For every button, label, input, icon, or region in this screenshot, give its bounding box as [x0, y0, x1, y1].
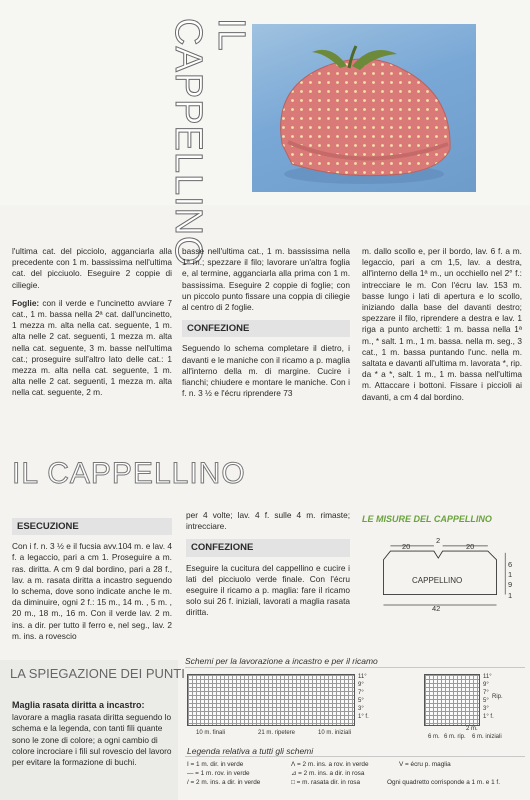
measure-top-left: 20	[402, 542, 411, 551]
row-label: 7°	[483, 690, 489, 696]
row-label: 9°	[358, 682, 364, 688]
spiegazione-body	[12, 700, 174, 768]
rip-label: Rip.	[492, 694, 503, 700]
measure-label: CAPPELLINO	[412, 576, 463, 585]
spiegazione-title: LA SPIEGAZIONE DEI PUNTI	[10, 666, 185, 681]
row-label: 5°	[358, 698, 364, 704]
row-label: 1° f.	[358, 714, 369, 720]
text-column-1	[12, 246, 172, 406]
paragraph: per 4 volte; lav. 4 f. sulle 4 m. rimaste; intrecciare.	[186, 510, 350, 532]
row-label: 3°	[483, 706, 489, 712]
row-label: 3°	[358, 706, 364, 712]
text-column-2	[182, 246, 350, 406]
paragraph-foglie	[12, 298, 172, 399]
legend-note: Ogni quadretto corrisponde a 1 m. e 1 f.	[387, 779, 500, 786]
divider	[185, 756, 525, 757]
row-label: 11°	[483, 674, 492, 680]
bottom-label: 10 m. finali	[196, 730, 226, 736]
paragraph: Con i f. n. 3 ½ e il fucsia avv.104 m. e lav. 4 f. a legaccio, pari a cm 1. Proseguire a m. ras. diritta. A cm 9 dal bordino, pari a 28 f., lav. a m. rasata diritta a incastro seguendo lo schema, dove sono indicate anche le m. da diminuire, ogni 2 f.: 15 m., 14 m. , 5 m. , 20 m., 18 m., 16 m. Con il verde lav. 2 m. ins. a dir. per tutto il ferro e, nel seg., lav. 2 m. ins. a rovescio	[12, 541, 172, 641]
row-label: 7°	[358, 690, 364, 696]
paragraph: m. dallo scollo e, per il bordo, lav. 6 f. a m. legaccio, pari a cm 1,5, lav. a destra, all'interno della 1ª m., un occhiello nel 2° f.: intrecciare le m. Con l'écru lav. 153 m. basse lungo i lati di apertura e lo scollo, iniziando dalla base del davanti destro; spezzare il filo, riprendere a destra e lav. 1 riga a punto archetti: 1 m. bassa nella 1ª m., * salt. 1 m., 1 m. bassa. nella m. seg., 3 cat., 1 m. bassa puntando l'unc. nella m. saltata e davanti all'ultima m. lavorata *, rip. da * a *, salt. 1 m., 1 m. bassa nell'ultima m. Attaccare i bottoni. Fissare i piccioli ai davanti, a cm 4 dal bordino.	[362, 246, 522, 402]
legend-item: / = 2 m. ins. a dir. in verde	[187, 779, 261, 786]
right-bottom-label: 6 m.	[428, 734, 440, 740]
legend-item: — = 1 m. rov. in verde	[187, 770, 250, 777]
legend-title: Legenda relativa a tutti gli schemi	[187, 746, 314, 756]
divider	[185, 667, 525, 668]
legend-item: □ = m. rasata dir. in rosa	[291, 779, 361, 786]
measure-top-mid: 2	[436, 536, 441, 545]
hat-illustration	[252, 24, 476, 192]
section-heading: ESECUZIONE	[12, 518, 172, 535]
schemi-title: Schemi per la lavorazione a incastro e per il ricamo	[185, 656, 378, 666]
row-label: 11°	[358, 674, 367, 680]
section-title: IL CAPPELLINO	[12, 457, 246, 490]
legend-item: I = 1 m. dir. in verde	[187, 761, 244, 768]
section-heading: CONFEZIONE	[186, 539, 350, 556]
spiegazione-text: lavorare a maglia rasata diritta seguendo lo schema e la legenda, con tanti fili quante sono le zone di colore; a ogni cambio di colore incrociare i fili sul rovescio del lavoro per evitare la formazione di buchi.	[12, 712, 172, 768]
legend-item: Ʌ = 2 m. ins. a rov. in verde	[291, 761, 369, 768]
hat-photo	[252, 24, 476, 192]
foglie-label: Foglie:	[12, 297, 40, 308]
measure-right-2: 1	[508, 570, 513, 579]
measure-right-3: 9	[508, 580, 513, 589]
bottom-label: 21 m. ripetere	[258, 730, 296, 736]
spiegazione-subtitle: Maglia rasata diritta a incastro:	[12, 700, 145, 710]
row-label: 1° f.	[483, 714, 494, 720]
row-label: 5°	[483, 698, 489, 704]
right-bottom-label: 6 m. iniziali	[472, 734, 502, 740]
paragraph: Eseguire la cucitura del cappellino e cucire i lati del picciuolo verde finale. Con l'écru eseguire il ricamo a p. maglia: fare il ricamo solo sui 26 f. iniziali, lavorati a maglia rasata diritta.	[186, 562, 350, 618]
vertical-title: IL CAPPELLINO	[167, 18, 252, 267]
chart-grid-left	[187, 674, 355, 726]
paragraph: Seguendo lo schema completare il dietro, i davanti e le maniche con il ricamo a p. maglia all'interno della m. di margine. Cucire i fianchi; chiudere e montare le maniche. Con i f. n. 3 ½ e l'écru riprendere 73	[182, 343, 350, 399]
paragraph: basse nell'ultima cat., 1 m. bassissima nella 1ª m.; spezzare il filo; lavorare un'altra foglia e, al termine, agganciarla alla prima con 1 m. bassissima. Eseguire 2 coppie di foglie; con un piccolo punto fissare una coppia di ciliegie al centro di 2 foglie.	[182, 246, 350, 313]
esecuzione-column	[12, 512, 172, 649]
legend-item: V = écru p. maglia	[399, 761, 451, 768]
legend-item: ⊿ = 2 m. ins. a dir. in rosa	[291, 770, 365, 777]
right-bottom-top: 2 m.	[466, 726, 478, 732]
bottom-label: 10 m. iniziali	[318, 730, 352, 736]
chart-grid-right	[424, 674, 480, 726]
measures-title: LE MISURE DEL CAPPELLINO	[362, 514, 492, 524]
measure-bottom: 42	[432, 604, 441, 613]
paragraph: l'ultima cat. del picciolo, agganciarla alla precedente con 1 m. bassissima nell'ultima cat. del picciuolo. Eseguire 2 coppie di ciliegie.	[12, 246, 172, 290]
text-column-3	[362, 246, 522, 410]
measure-right-4: 1	[508, 591, 513, 600]
confezione-column	[186, 510, 350, 626]
measure-right-1: 6	[508, 560, 513, 569]
measure-top-right: 20	[466, 542, 475, 551]
right-bottom-label: 6 m. rip.	[444, 734, 466, 740]
section-heading: CONFEZIONE	[182, 320, 350, 337]
foglie-text: con il verde e l'uncinetto avviare 7 cat., 1 m. bassa nella 2ª cat. dall'uncinetto, 1 mezza m. alta nella cat. seguente, 1 m. alta nelle 2 cat. seguenti, 1 mezza m. alta nella cat. seguente, 3 m. basse nell'ultima cat.; proseguire sull'altro lato delle cat.: 1 mezza m. alta nella cat. seguente, 1 m. alta nelle 2 cat. seguenti, 1 mezza m. alta nella cat. seguente, 2 m.	[12, 297, 172, 398]
row-label: 9°	[483, 682, 489, 688]
